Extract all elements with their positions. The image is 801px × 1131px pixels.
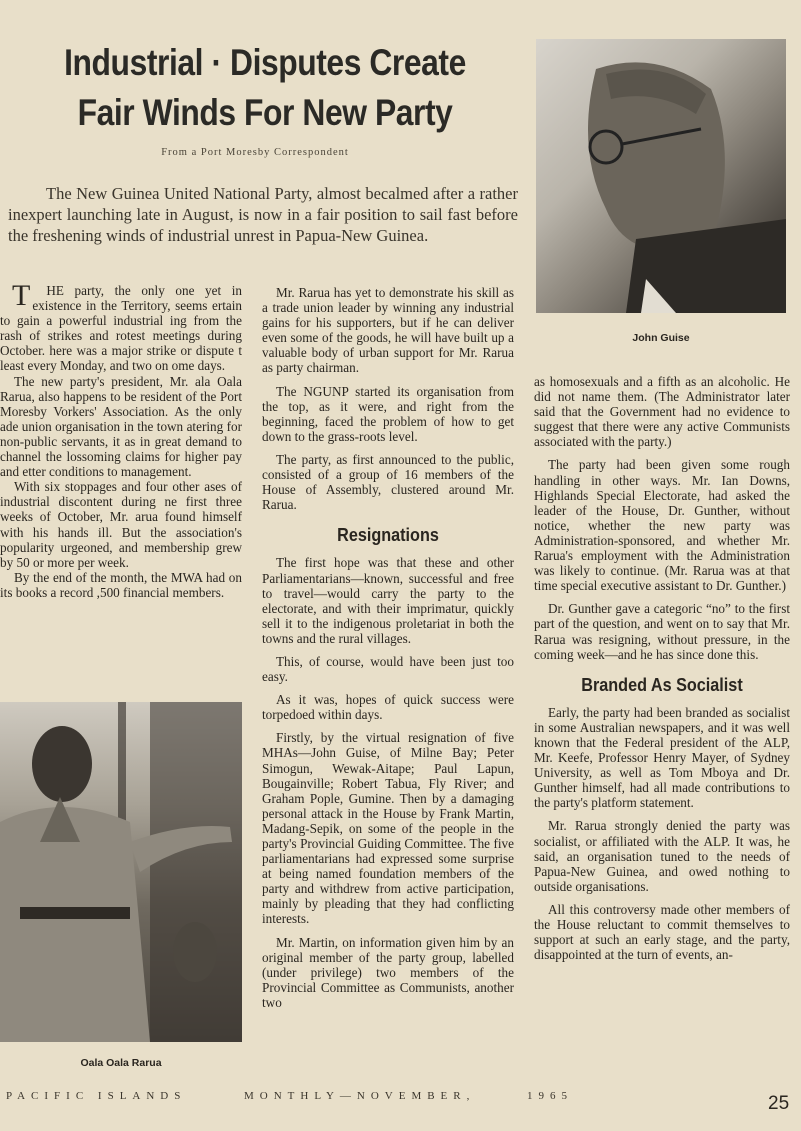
caption-john-guise: John Guise [632,332,690,344]
footer-year: 1965 [527,1090,573,1102]
paragraph: Dr. Gunther gave a categoric “no” to the first part of the question, and went on to say that Mr. Rarua was resigning, without pressure, in the coming week—and he has since done this. [534,601,790,662]
lead-text: The New Guinea United National Party, almost becalmed after a rather inexpert launching late in August, is now in a fair position to sail fast before the freshening winds of industrial unrest in Papua-New Guinea. [8,184,518,245]
lead-paragraph [8,183,518,246]
paragraph: The party had been given some rough handling in other ways. Mr. Ian Downs, Highlands Special Electorate, had asked the leader of the House, Dr. Gunther, without notice, whether the new party was Administration-sponsored, and whether Mr. Rarua's employment with the Administration was likely to continue. (Mr. Rarua was at that time special executive assistant to Dr. Gunther.) [534,457,790,594]
paragraph: The new party's president, Mr. ala Oala Rarua, also happens to be resident of the Port Moresby Vorkers' Association. As the only ade union organisation in the town atering for non-public servants, it as in great demand to channel the lossoming claims for higher pay and etter conditions to management. [0,373,242,480]
paragraph: as homosexuals and a fifth as an alcoholic. He did not name them. (The Administrator later said that the Government had no evidence to suggest that there were any active Communists associated with the party.) [534,374,790,450]
subhead-branded-as-socialist: Branded As Socialist [581,674,743,695]
headline-line-2: Fair Winds For New Party [77,92,453,133]
paragraph: The NGUNP started its organisation from the top, as it were, and right from the beginning, faced the problem of how to get down to the grass-roots level. [262,383,514,444]
paragraph: With six stoppages and four other ases of industrial discontent during ne first three weeks of October, Mr. arua found himself with his hands ill. But the association's popularity urgeoned, and membership grew by 50 or more per week. [0,479,242,570]
paragraph: Early, the party had been branded as socialist in some Australian newspapers, and it was well known that the Federal president of the ALP, Mr. Keefe, Professor Henry Mayer, of Sydney University, as well as Tom Mboya and Dr. Gunther himself, had all made contributions to the party's platform statement. [534,704,790,811]
headline [54,38,475,138]
paragraph: The first hope was that these and other Parliamentarians—known, successful and free to travel—would carry the party to the electorate, and with their imprimatur, quickly sell it to the indigenous proletariat in both the towns and the rural villages. [262,555,514,646]
paragraph: T HE party, the only one yet in existence in the Territory, seems ertain to gain a powerful industrial ing from the rash of strikes and rotest meetings during October. here was a major strike or dispute t least every Monday, and two on ome days. [0,279,242,374]
footer-issue: MONTHLY—NOVEMBER, [244,1090,476,1102]
footer-publication: PACIFIC ISLANDS [6,1090,187,1102]
photo-rarua-illustration [0,702,242,1042]
paragraph: Mr. Martin, on information given him by an original member of the party group, labelled (under privilege) two members of the Provincial Committee as Communists, another two [262,934,514,1010]
paragraph: Mr. Rarua has yet to demonstrate his skill as a trade union leader by winning any industrial gains for his supporters, but if he can deliver even some of the goods, he will have built up a valuable body of urban support for Mr. Rarua as party chairman. [262,285,514,376]
drop-cap: T [12,279,31,312]
caption-oala-rarua: Oala Oala Rarua [80,1057,162,1069]
photo-john-guise [536,39,786,313]
paragraph: By the end of the month, the MWA had on its books a record ,500 financial members. [0,569,242,600]
paragraph: As it was, hopes of quick success were torpedoed within days. [262,692,514,723]
photo-guise-illustration [536,39,786,313]
headline-line-1: Industrial · Disputes Create [64,42,466,83]
paragraph: All this controversy made other members of the House reluctant to commit themselves to support at such an early stage, and the party, disappointed at the turn of events, an- [534,901,790,963]
byline: From a Port Moresby Correspondent [161,147,349,158]
page-number: 25 [768,1093,790,1114]
subhead-resignations: Resignations [337,525,439,546]
paragraph: This, of course, would have been just too easy. [262,653,514,685]
column-2 [262,285,514,1018]
photo-oala-rarua [0,702,242,1042]
column-3 [534,374,790,970]
paragraph: Mr. Rarua strongly denied the party was socialist, or affiliated with the ALP. It was, he said, an organisation tuned to the needs of Papua-New Guinea, and owed nothing to outside organisations. [534,818,790,894]
paragraph: Firstly, by the virtual resignation of five MHAs—John Guise, of Milne Bay; Peter Simogun, Wewak-Aitape; Paul Lapun, Bougainville; Robert Tabua, Fly River; and Graham Pople, Gumine. Then by a damaging personal attack in the House by Frank Martin, Madang-Sepik, on some of the people in the party's Provincial Guiding Committee. The five parliamentarians had expressed some surprise at being named foundation members of the party and withdrew from active participation, mainly by pleading that they had conflicting interests. [262,730,514,927]
column-1 [0,279,242,600]
paragraph: The party, as first announced to the public, consisted of a group of 16 members of the House of Assembly, clustered around Mr. Rarua. [262,451,514,513]
